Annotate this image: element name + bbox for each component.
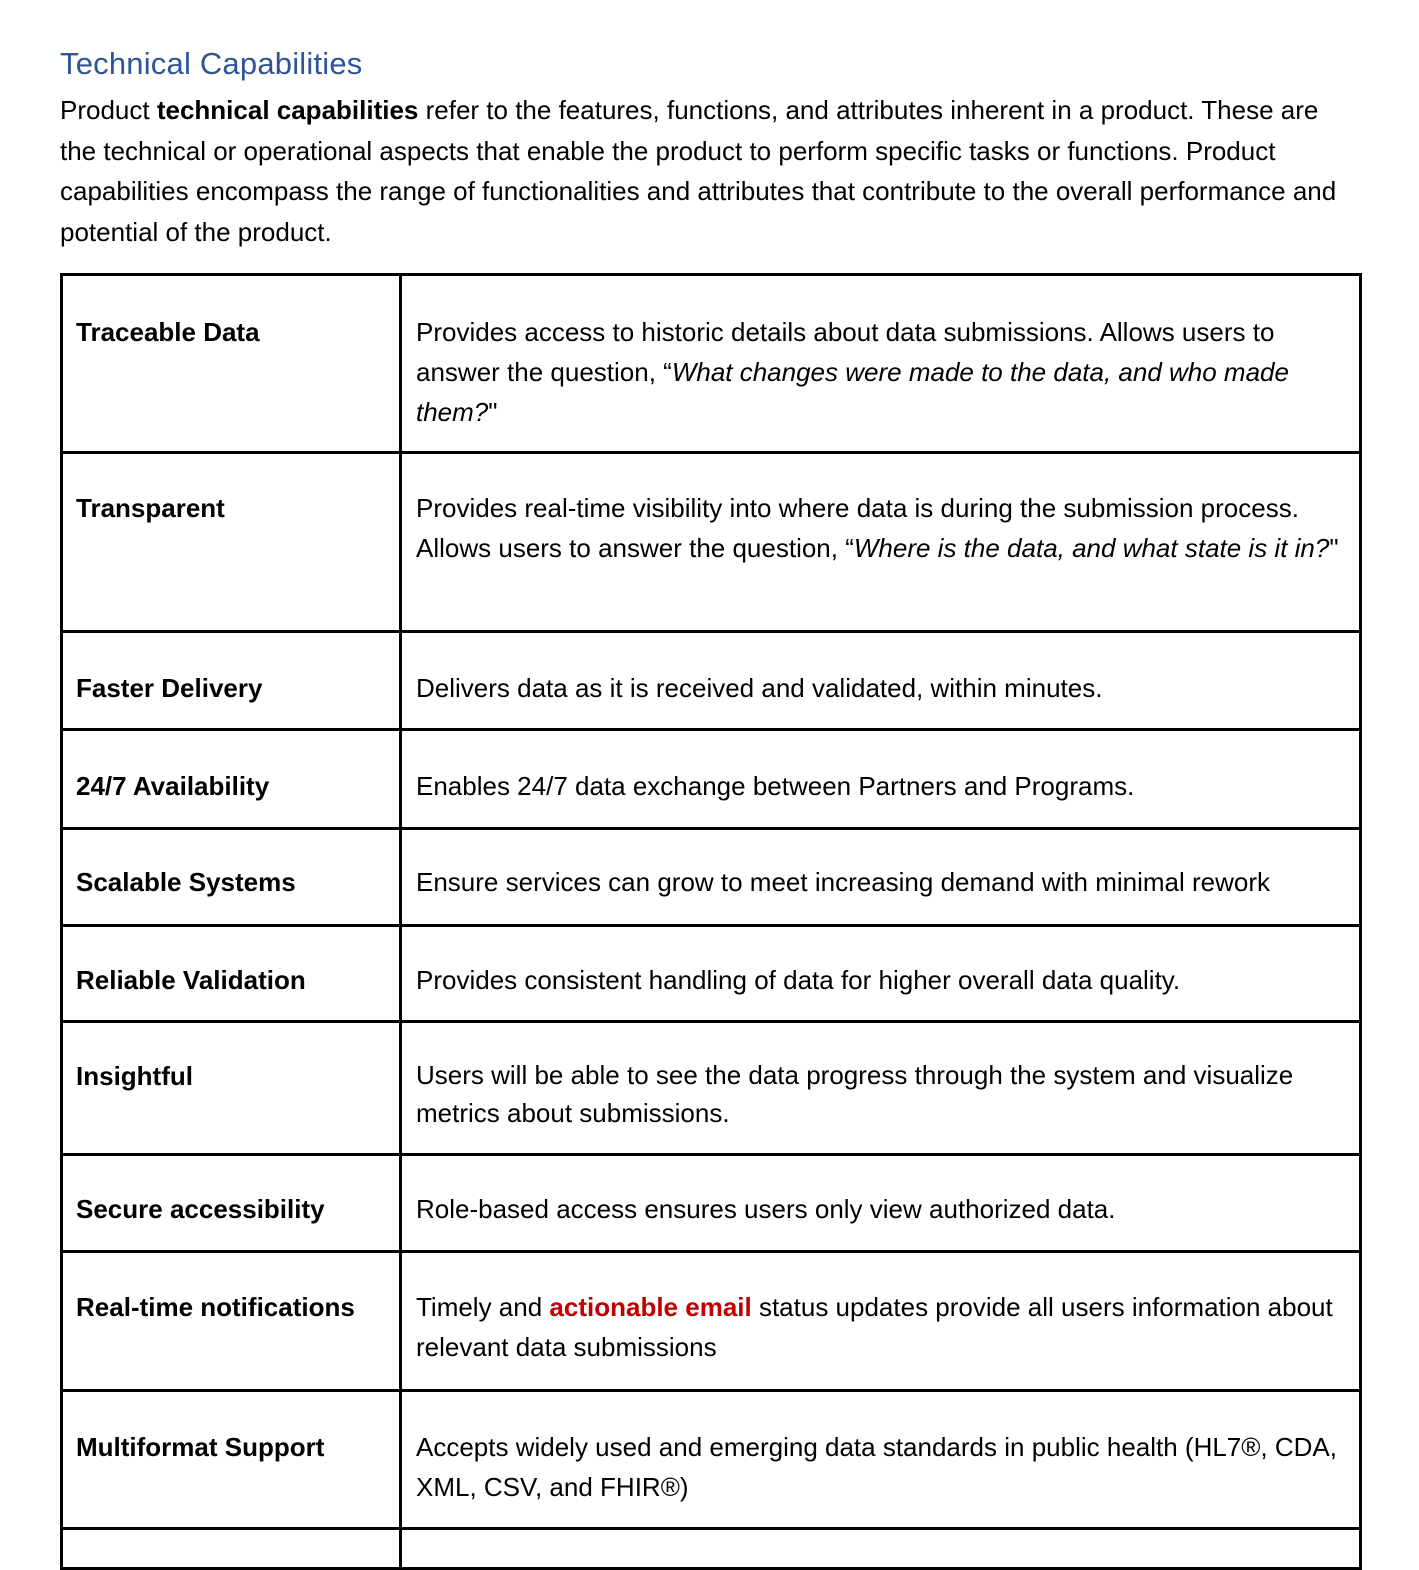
capability-term: Scalable Systems xyxy=(76,867,296,897)
capability-desc: Enables 24/7 data exchange between Partners and Programs. xyxy=(416,771,1135,801)
table-row xyxy=(62,632,1361,730)
table-row xyxy=(62,275,1361,453)
capability-desc: Provides access to historic details about data submissions. Allows users to answer the question, “ xyxy=(416,317,1275,387)
capability-term: 24/7 Availability xyxy=(76,771,270,801)
capability-desc-cell xyxy=(401,730,1361,829)
capability-desc: Timely and xyxy=(416,1292,550,1322)
table-row xyxy=(62,453,1361,632)
capability-term: Faster Delivery xyxy=(76,673,263,703)
capability-term-cell xyxy=(62,1252,401,1391)
table-row xyxy=(62,829,1361,926)
capability-desc-cell xyxy=(401,1391,1361,1529)
capability-term: Multiformat Support xyxy=(76,1432,325,1462)
capability-term-cell xyxy=(62,926,401,1022)
capability-term-cell xyxy=(62,1529,401,1569)
intro-bold-term: technical capabilities xyxy=(156,95,419,125)
intro-prefix: Product xyxy=(60,95,157,125)
capability-term-cell xyxy=(62,829,401,926)
capability-desc-cell xyxy=(401,1155,1361,1252)
capability-term-cell xyxy=(62,1391,401,1529)
capability-desc: Provides real-time visibility into where data is during the submission process. Allows users to answer the question, “ xyxy=(416,493,1299,563)
capability-term: Insightful xyxy=(76,1061,193,1091)
capability-desc-cell xyxy=(401,829,1361,926)
intro-paragraph xyxy=(60,90,1360,252)
capability-desc: Provides consistent handling of data for higher overall data quality. xyxy=(416,965,1181,995)
capability-term: Transparent xyxy=(76,493,225,523)
capability-desc-end: " xyxy=(488,397,498,427)
table-row-partial xyxy=(62,1529,1361,1569)
capability-term-cell xyxy=(62,632,401,730)
capability-desc-question: Where is the data, and what state is it in? xyxy=(853,533,1330,563)
capability-desc-cell xyxy=(401,926,1361,1022)
capability-desc-question: What changes were made to the data, and who made them? xyxy=(416,357,1289,427)
capability-desc-highlight: actionable email xyxy=(549,1292,752,1322)
capability-term: Reliable Validation xyxy=(76,965,306,995)
capability-desc-cell xyxy=(401,275,1361,453)
capability-term-cell xyxy=(62,453,401,632)
capability-term: Secure accessibility xyxy=(76,1194,325,1224)
capability-term: Real-time notifications xyxy=(76,1292,355,1322)
intro-rest: refer to the features, functions, and attributes inherent in a product. These are the technical or operational aspects that enable the product to perform specific tasks or functions. Product capabilities encompass the range of functionalities and attributes that contribute to the overall performance and potential of the product. xyxy=(60,95,1337,247)
capability-desc-cell xyxy=(401,1529,1361,1569)
capability-desc: Role-based access ensures users only view authorized data. xyxy=(416,1194,1116,1224)
capability-desc-cell xyxy=(401,632,1361,730)
capability-desc: Accepts widely used and emerging data standards in public health (HL7®, CDA, XML, CSV, and FHIR®) xyxy=(416,1432,1337,1502)
capability-term: Traceable Data xyxy=(76,317,260,347)
section-heading: Technical Capabilities xyxy=(60,46,363,81)
capability-desc-end: " xyxy=(1329,533,1339,563)
table-row xyxy=(62,1022,1361,1155)
capability-desc: Ensure services can grow to meet increasing demand with minimal rework xyxy=(416,867,1271,897)
table-row xyxy=(62,1252,1361,1391)
capability-desc-end: status updates provide all users information about relevant data submissions xyxy=(416,1292,1333,1362)
table-row xyxy=(62,1391,1361,1529)
capability-desc-cell xyxy=(401,453,1361,632)
table-row xyxy=(62,926,1361,1022)
capability-desc: Delivers data as it is received and validated, within minutes. xyxy=(416,673,1103,703)
table-row xyxy=(62,730,1361,829)
capability-term-cell xyxy=(62,1155,401,1252)
capability-term-cell xyxy=(62,1022,401,1155)
capability-term-cell xyxy=(62,275,401,453)
capabilities-table xyxy=(60,273,1362,1570)
capability-desc-cell xyxy=(401,1022,1361,1155)
table-row xyxy=(62,1155,1361,1252)
capability-desc-cell xyxy=(401,1252,1361,1391)
capability-term-cell xyxy=(62,730,401,829)
capability-desc: Users will be able to see the data progress through the system and visualize metrics about submissions. xyxy=(416,1060,1294,1128)
